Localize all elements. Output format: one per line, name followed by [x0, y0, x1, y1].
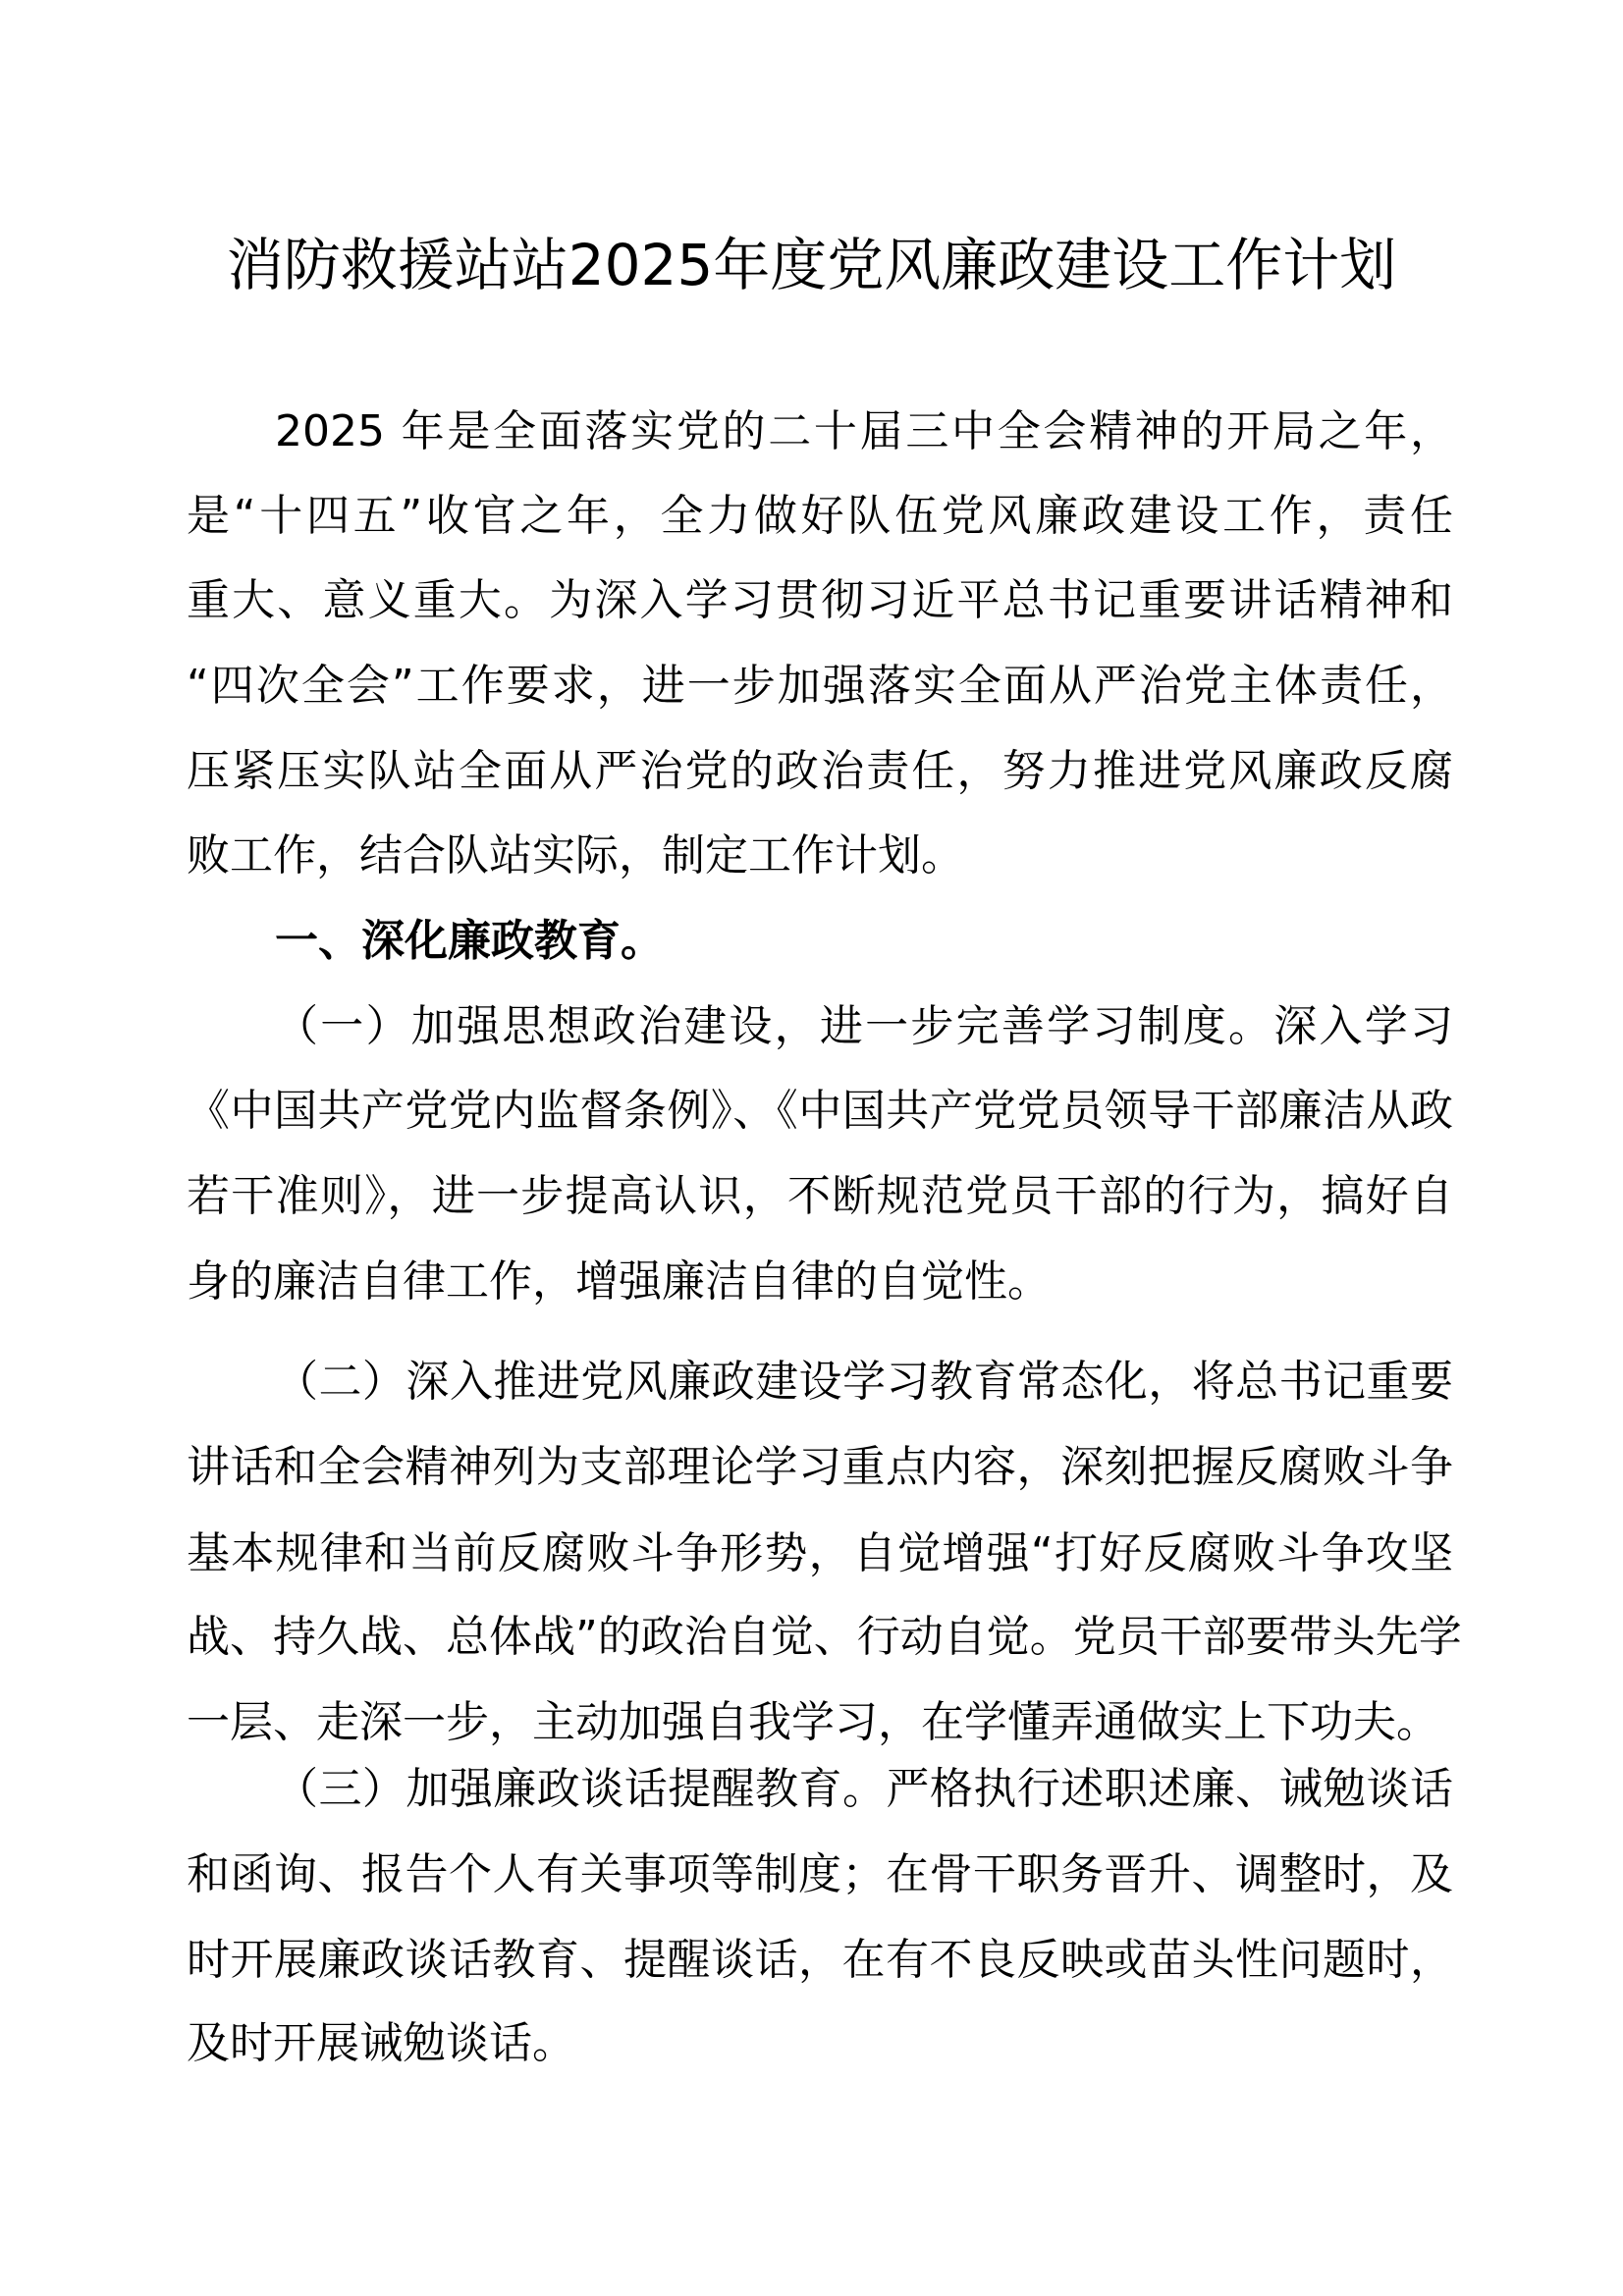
- item-2-line-3: 基本规律和当前反腐败斗争形势，自觉增强“打好反腐败斗争攻坚: [187, 1528, 1453, 1578]
- item-3-line-2: 和函询、报告个人有关事项等制度；在骨干职务晋升、调整时，及: [187, 1849, 1453, 1899]
- item-3-line-1: （三）加强廉政谈话提醒教育。严格执行述职述廉、诫勉谈话: [275, 1764, 1453, 1814]
- item-3-line-3: 时开展廉政谈话教育、提醒谈话，在有不良反映或苗头性问题时，: [187, 1935, 1453, 1985]
- item-1-line-2: 《中国共产党党内监督条例》、《中国共产党党员领导干部廉洁从政: [187, 1086, 1453, 1136]
- document-title: 消防救援站站2025年度党风廉政建设工作计划: [226, 232, 1397, 298]
- intro-paragraph-line-2: 是“十四五”收官之年，全力做好队伍党风廉政建设工作，责任: [187, 491, 1453, 541]
- item-3-line-4: 及时开展诫勉谈话。: [187, 2018, 575, 2068]
- intro-paragraph-line-1: 2025 年是全面落实党的二十届三中全会精神的开局之年，: [275, 406, 1453, 456]
- intro-paragraph-line-3: 重大、意义重大。为深入学习贯彻习近平总书记重要讲话精神和: [187, 575, 1453, 625]
- item-2-line-2: 讲话和全会精神列为支部理论学习重点内容，深刻把握反腐败斗争: [187, 1442, 1453, 1492]
- item-2-line-5: 一层、走深一步，主动加强自我学习，在学懂弄通做实上下功夫。: [187, 1697, 1439, 1747]
- intro-paragraph-line-4: “四次全会”工作要求，进一步加强落实全面从严治党主体责任，: [187, 661, 1453, 711]
- item-2-line-1: （二）深入推进党风廉政建设学习教育常态化，将总书记重要: [275, 1357, 1453, 1407]
- intro-paragraph-line-6: 败工作，结合队站实际，制定工作计划。: [187, 830, 964, 881]
- intro-paragraph-line-5: 压紧压实队站全面从严治党的政治责任，努力推进党风廉政反腐: [187, 746, 1453, 796]
- item-1-line-4: 身的廉洁自律工作，增强廉洁自律的自觉性。: [187, 1256, 1051, 1307]
- item-1-line-3: 若干准则》，进一步提高认识，不断规范党员干部的行为，搞好自: [187, 1171, 1453, 1221]
- item-1-line-1: （一）加强思想政治建设，进一步完善学习制度。深入学习: [275, 1001, 1453, 1051]
- section-heading-1: 一、深化廉政教育。: [275, 916, 664, 966]
- item-2-line-4: 战、持久战、总体战”的政治自觉、行动自觉。党员干部要带头先学: [187, 1612, 1462, 1662]
